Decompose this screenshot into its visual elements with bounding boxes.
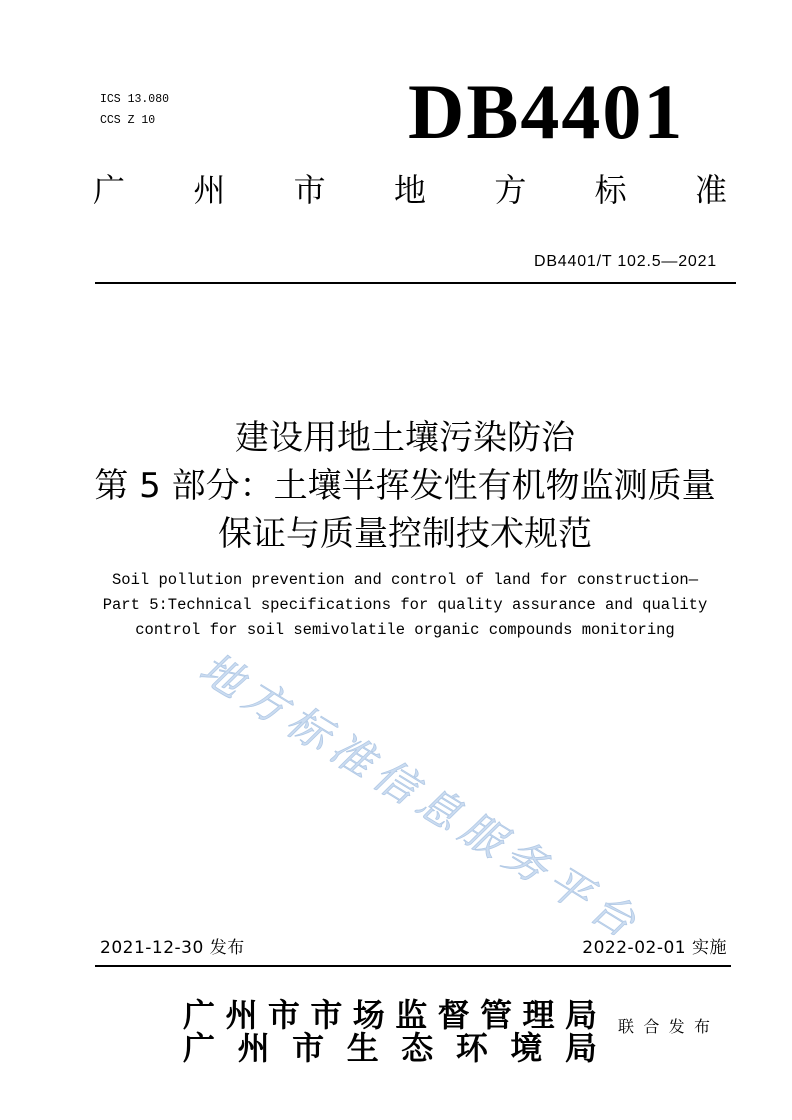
watermark-text: 地方标准信息服务平台 [191, 643, 644, 947]
ccs-code: CCS Z 10 [100, 114, 156, 127]
english-title-line: control for soil semivolatile organic compounds monitoring [135, 621, 675, 639]
chinese-title-line: 保证与质量控制技术规范 [218, 514, 592, 554]
standard-number: DB4401/T 102.5—2021 [533, 253, 717, 270]
top-divider [95, 282, 736, 284]
standard-code-logo: DB4401 [408, 68, 685, 155]
implementation-date: 2022-02-01 实施 [582, 938, 727, 958]
issuer-ecology-environment: 广州市生态环境局 [183, 1029, 597, 1067]
standard-type-heading: 广州市地方标准 [93, 171, 727, 209]
ics-code: ICS 13.080 [100, 93, 170, 106]
english-title-line: Part 5:Technical specifications for quality assurance and quality [102, 596, 708, 614]
issue-date: 2021-12-30 发布 [100, 938, 245, 958]
english-title [80, 568, 730, 643]
bottom-divider [95, 965, 731, 967]
chinese-title-line: 第 5 部分：土壤半挥发性有机物监测质量 [94, 466, 716, 506]
chinese-title-line: 建设用地土壤污染防治 [235, 418, 575, 458]
chinese-title [80, 414, 730, 558]
issuer-market-regulation: 广州市市场监督管理局 [183, 996, 597, 1034]
english-title-line: Soil pollution prevention and control of land for construction— [112, 571, 698, 589]
joint-release-label: 联合发布 [618, 1017, 710, 1036]
